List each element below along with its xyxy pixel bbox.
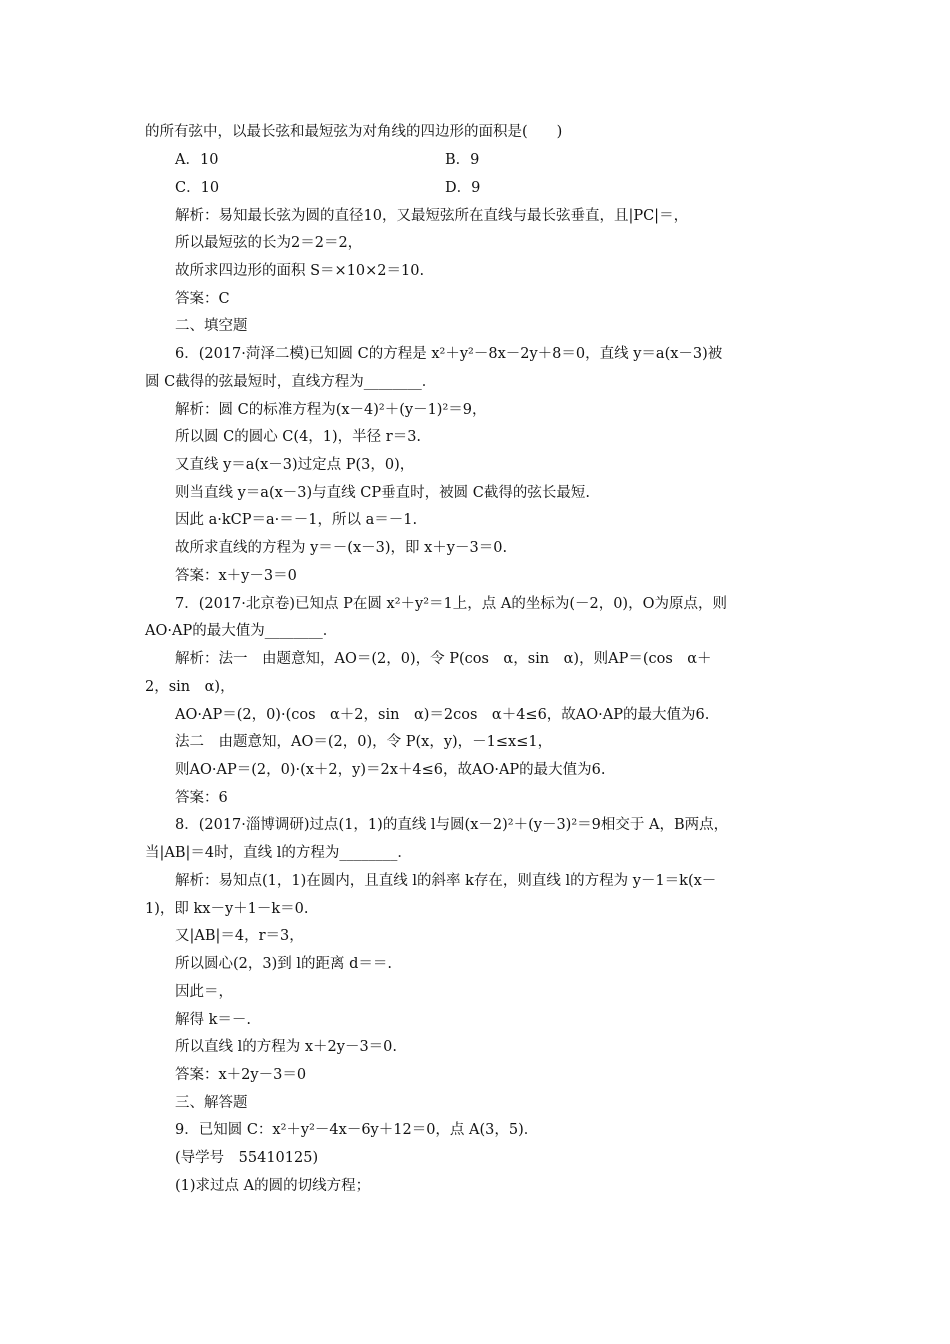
solution-line: 故所求四边形的面积 S＝×10×2＝10. (175, 263, 425, 279)
solution-line: 故所求直线的方程为 y＝－(x－3)，即 x＋y－3＝0. (175, 540, 508, 556)
problem-7-stem: 7．(2017·北京卷)已知点 P在圆 x²＋y²＝1上，点 A的坐标为(－2，0)，O为原点，则 (175, 596, 727, 612)
solution-line: 则当直线 y＝a(x－3)与直线 CP垂直时，被圆 C截得的弦长最短. (175, 485, 590, 501)
solution-line: AO·AP＝(2，0)·(cos α＋2，sin α)＝2cos α＋4≤6，故AO·AP的最大值为6. (175, 707, 710, 723)
solution-line: 解析：圆 C的标准方程为(x－4)²＋(y－1)²＝9， (175, 402, 487, 418)
problem-5-stem-tail: 的所有弦中，以最长弦和最短弦为对角线的四边形的面积是( ) (145, 124, 563, 140)
solution-line: 则AO·AP＝(2，0)·(x＋2，y)＝2x＋4≤6，故AO·AP的最大值为6. (175, 762, 606, 778)
solution-line: 所以最短弦的长为2＝2＝2， (175, 235, 363, 251)
option-b: B．9 (445, 152, 480, 168)
problem-9-stem: 9．已知圆 C：x²＋y²－4x－6y＋12＝0，点 A(3，5)． (175, 1122, 539, 1138)
section-heading: 二、填空题 (175, 318, 248, 334)
solution-line: 又|AB|＝4，r＝3， (175, 928, 304, 944)
option-d: D．9 (445, 180, 481, 196)
problem-6-stem: 6．(2017·菏泽二模)已知圆 C的方程是 x²＋y²－8x－2y＋8＝0，直线 y＝a(x－3)被 (175, 346, 723, 362)
solution-line: 因此＝， (175, 984, 233, 1000)
solution-line: 解析：易知点(1，1)在圆内，且直线 l的斜率 k存在，则直线 l的方程为 y－1＝k(x－ (175, 873, 717, 889)
solution-line: 又直线 y＝a(x－3)过定点 P(3，0)， (175, 457, 415, 473)
solution-line: 解得 k＝－. (175, 1012, 252, 1028)
solution-line: 所以直线 l的方程为 x＋2y－3＝0. (175, 1039, 398, 1055)
option-c: C．10 (175, 180, 220, 196)
problem-8-stem: 8．(2017·淄博调研)过点(1，1)的直线 l与圆(x－2)²＋(y－3)²＝9相交于 A，B两点， (175, 817, 729, 833)
option-a: A．10 (175, 152, 219, 168)
solution-line: 因此 a·kCP＝a·＝－1，所以 a＝－1. (175, 512, 418, 528)
answer-line: 答案：x＋y－3＝0 (175, 568, 297, 584)
solution-line: 所以圆心(2，3)到 l的距离 d＝＝. (175, 956, 393, 972)
problem-9-part-1: (1)求过点 A的圆的切线方程； (175, 1178, 371, 1194)
problem-9-reference: (导学号 55410125) (175, 1150, 319, 1166)
answer-line: 答案：C (175, 291, 230, 307)
solution-line: 解析：法一 由题意知，AO＝(2，0)，令 P(cos α，sin α)，则AP＝(cos α＋ (175, 651, 712, 667)
solution-line: 所以圆 C的圆心 C(4，1)，半径 r＝3. (175, 429, 422, 445)
problem-8-stem: 当|AB|＝4时，直线 l的方程为________． (145, 845, 412, 861)
section-heading: 三、解答题 (175, 1095, 248, 1111)
problem-6-stem: 圆 C截得的弦最短时，直线方程为________． (145, 374, 437, 390)
answer-line: 答案：6 (175, 790, 228, 806)
solution-line: 解析：易知最长弦为圆的直径10，又最短弦所在直线与最长弦垂直，且|PC|＝， (175, 208, 689, 224)
solution-line: 法二 由题意知，AO＝(2，0)，令 P(x，y)，－1≤x≤1， (175, 734, 553, 750)
problem-7-stem: AO·AP的最大值为________． (145, 623, 338, 639)
answer-line: 答案：x＋2y－3＝0 (175, 1067, 307, 1083)
solution-line: 2，sin α)， (145, 679, 235, 695)
solution-line: 1)，即 kx－y＋1－k＝0. (145, 901, 309, 917)
